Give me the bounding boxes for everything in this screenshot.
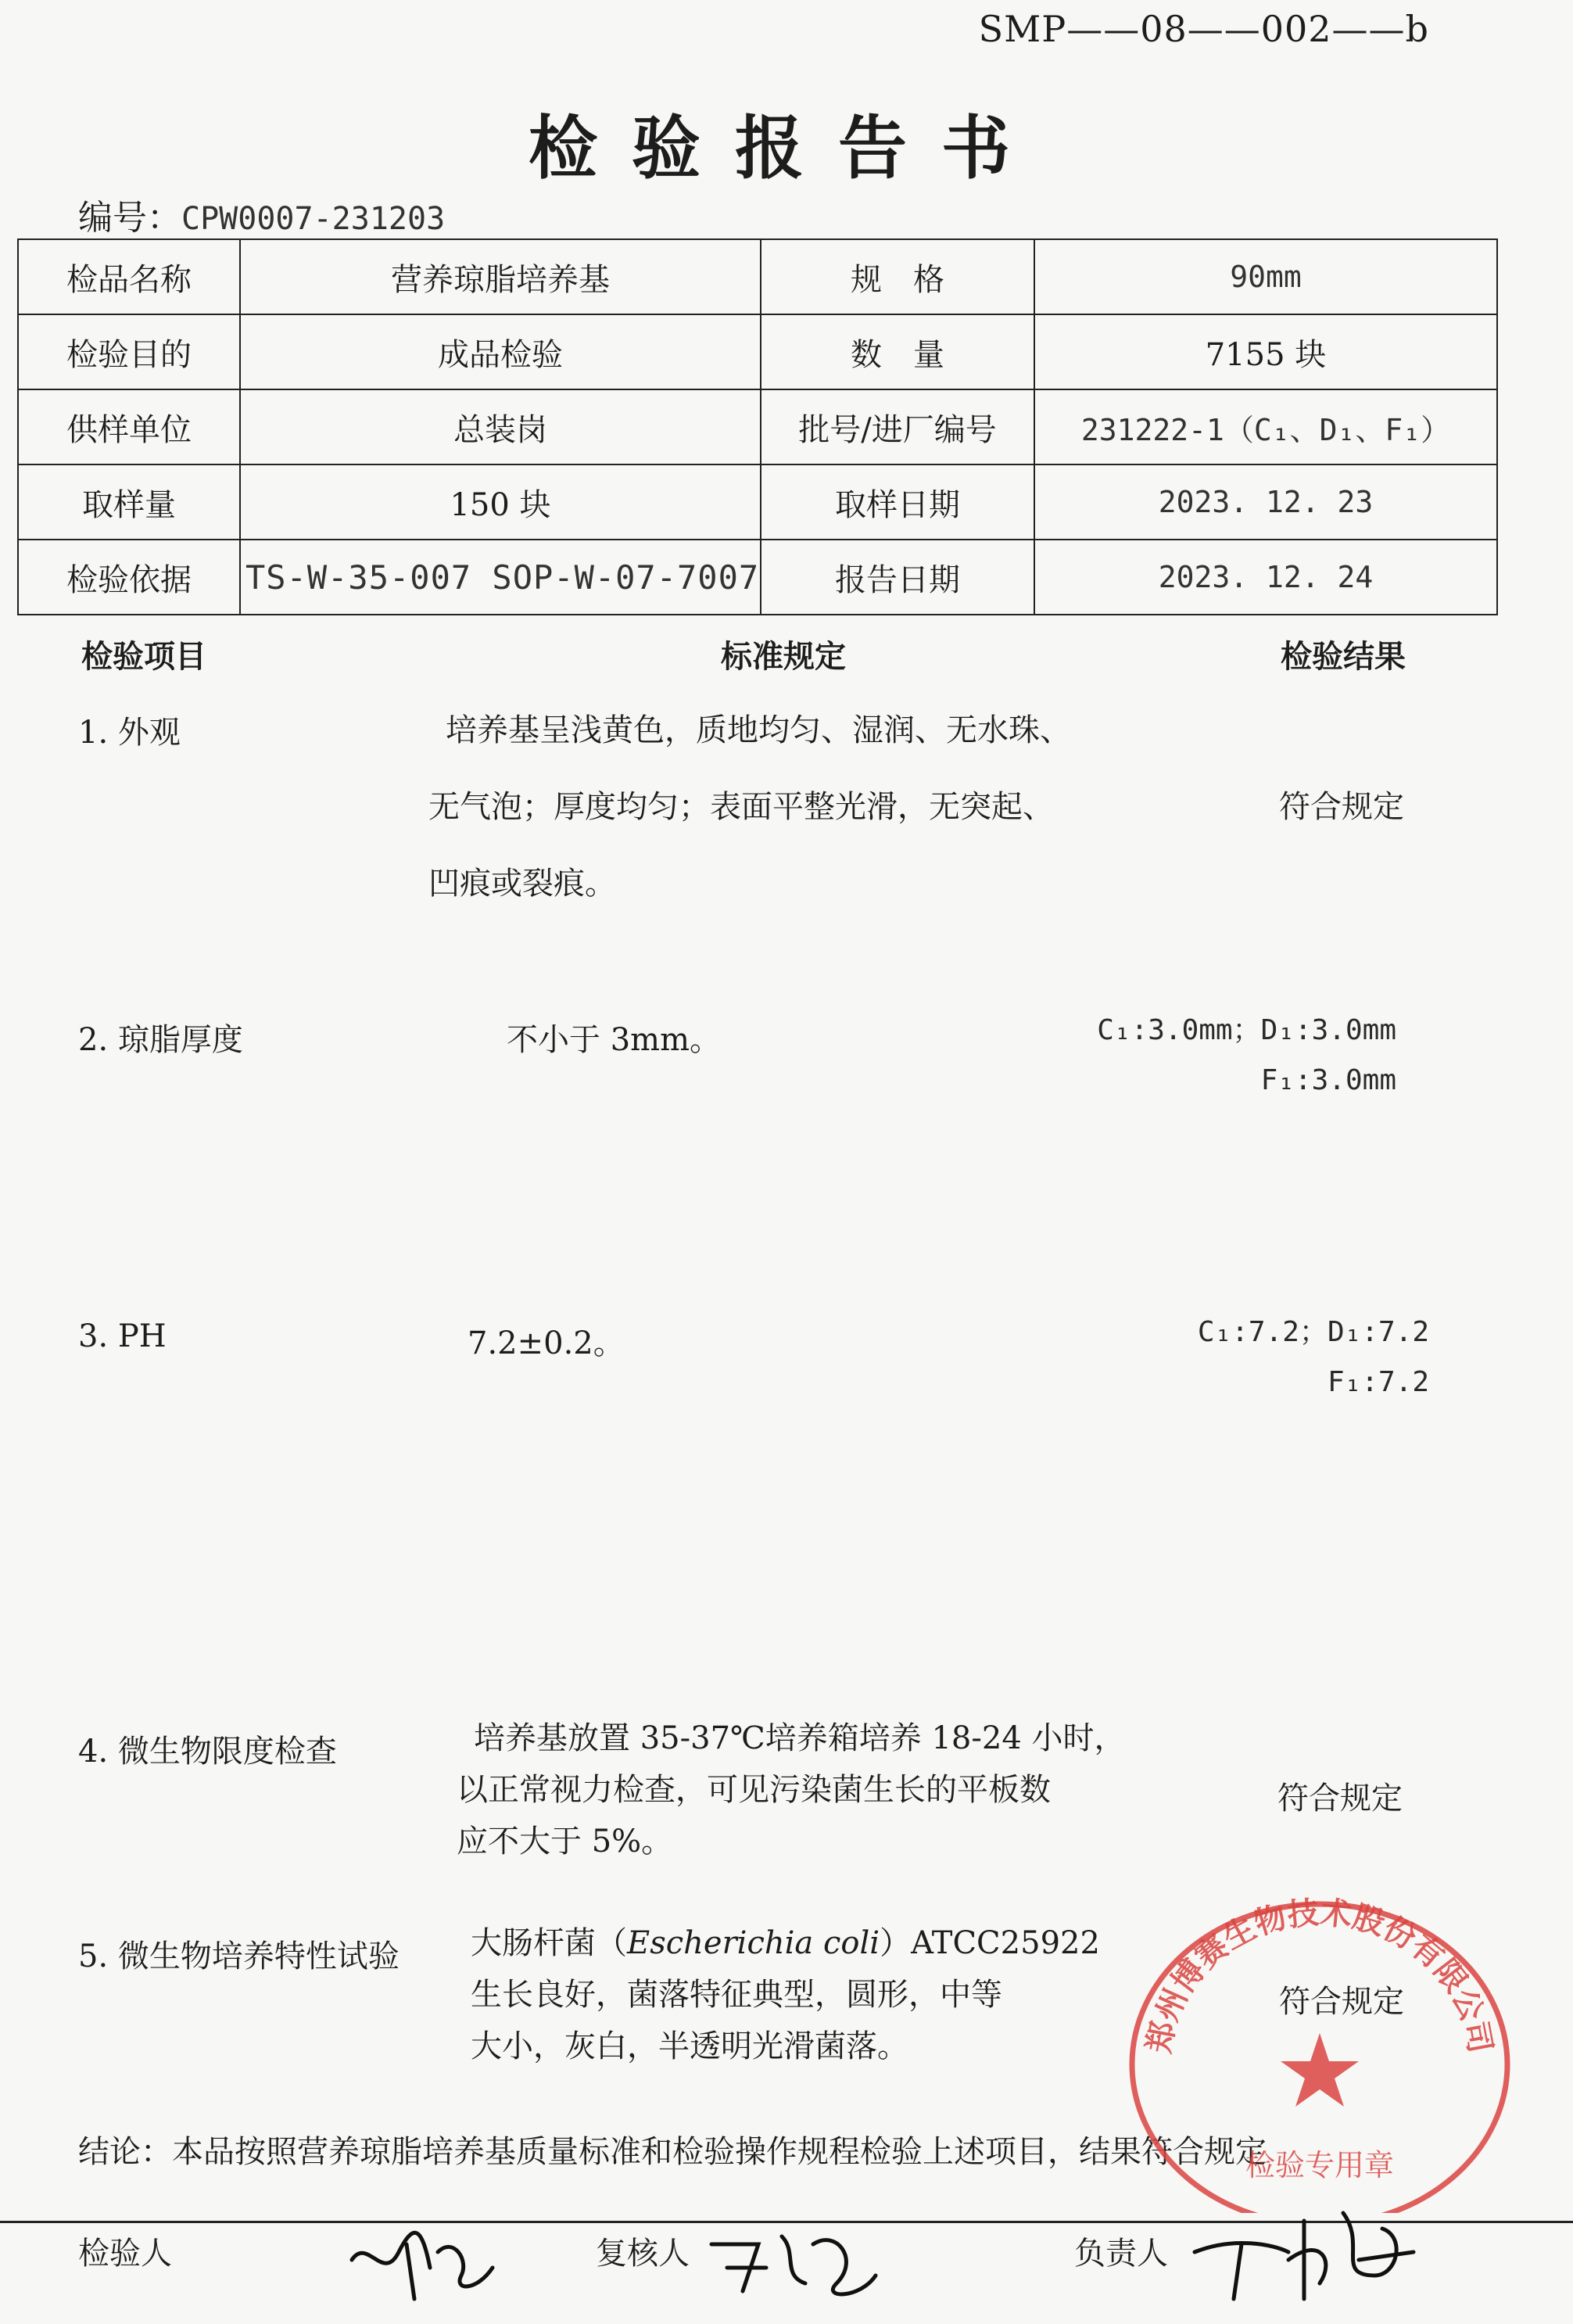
item-5-standard-line: 生长良好，菌落特征典型，圆形，中等 [471,1977,1002,2013]
sample-qty-value: 150 块 [240,464,761,540]
report-number-value: CPW0007-231203 [181,201,446,237]
item-5-standard-post: ）ATCC25922 [880,1925,1100,1961]
item-2-result [1097,1006,1396,1106]
item-5-standard-line [471,1917,1100,1969]
conclusion: 结论：本品按照营养琼脂培养基质量标准和检验操作规程检验上述项目，结果符合规定 [78,2134,1267,2170]
sample-date-value: 2023. 12. 23 [1034,464,1497,540]
item-3-result-line: F₁:7.2 [1327,1366,1429,1398]
item-2-result-line: C₁:3.0mm；D₁:3.0mm [1097,1014,1396,1046]
item-1-result: 符合规定 [1279,789,1404,825]
batch-value: 231222-1（C₁、D₁、F₁） [1034,389,1497,464]
quantity-label: 数 量 [761,314,1034,389]
item-4-name: 4. 微生物限度检查 [78,1734,337,1770]
item-3-result-line: C₁:7.2；D₁:7.2 [1197,1316,1429,1348]
table-row [18,540,1497,615]
item-1-standard-line: 培养基呈浅黄色，质地均匀、湿润、无水珠、 [446,712,1071,748]
inspector-signature [344,2213,500,2315]
report-number [78,189,445,239]
table-row [18,464,1497,540]
item-3-result [1198,1307,1429,1408]
table-row [18,239,1497,314]
info-table [17,238,1498,615]
header-item: 检验项目 [81,638,206,675]
item-3-standard: 7.2±0.2。 [468,1325,625,1361]
report-date-value: 2023. 12. 24 [1034,540,1497,615]
item-4-standard-line: 培养基放置 35-37℃培养箱培养 18-24 小时， [474,1720,1126,1756]
responsible-signature [1187,2190,1421,2315]
item-5-species: Escherichia coli [627,1925,880,1961]
seal-purpose-text: 检验专用章 [1245,2148,1395,2182]
purpose-value: 成品检验 [240,314,761,389]
item-5-standard [471,1917,1100,2072]
item-5-standard-pre: 大肠杆菌（ [471,1925,627,1961]
supplier-label: 供样单位 [18,389,240,464]
product-name-label: 检品名称 [18,239,240,314]
report-date-label: 报告日期 [761,540,1034,615]
seal-star-icon [1281,2033,1359,2107]
report-number-label: 编号： [78,198,181,238]
batch-label: 批号/进厂编号 [761,389,1034,464]
official-seal [1101,1885,1539,2213]
item-1-standard-line: 凹痕或裂痕。 [428,866,616,902]
item-5-standard-line: 大小，灰白，半透明光滑菌落。 [471,2028,908,2064]
purpose-label: 检验目的 [18,314,240,389]
seal-company-text: 郑州博赛生物技术股份有限公司 [1140,1894,1500,2057]
item-1-standard-line: 无气泡；厚度均匀；表面平整光滑，无突起、 [428,789,1054,825]
basis-label: 检验依据 [18,540,240,615]
item-1-name: 1. 外观 [78,715,181,751]
supplier-value: 总装岗 [240,389,761,464]
item-3-name: 3. PH [78,1318,167,1354]
table-row [18,314,1497,389]
responsible-label: 负责人 [1074,2236,1168,2272]
item-5-result: 符合规定 [1279,1984,1404,2020]
inspector-label: 检验人 [78,2236,172,2272]
item-2-standard: 不小于 3mm。 [507,1022,722,1058]
document-code: SMP——08——002——b [978,8,1429,50]
spec-value: 90mm [1034,239,1497,314]
header-standard: 标准规定 [721,638,846,675]
sample-date-label: 取样日期 [761,464,1034,540]
reviewer-signature [704,2213,883,2315]
basis-value: TS-W-35-007 SOP-W-07-7007 [240,540,761,615]
item-4-standard [457,1713,1126,1867]
item-1-standard [428,692,1071,922]
reviewer-label: 复核人 [596,2236,690,2272]
quantity-value: 7155 块 [1034,314,1497,389]
item-4-standard-line: 以正常视力检查，可见污染菌生长的平板数 [457,1772,1051,1808]
item-2-result-line: F₁:3.0mm [1260,1064,1396,1096]
header-result: 检验结果 [1281,638,1406,675]
spec-label: 规 格 [761,239,1034,314]
item-2-name: 2. 琼脂厚度 [78,1022,243,1058]
page-title: 检验报告书 [528,107,1044,188]
item-4-standard-line: 应不大于 5%。 [457,1824,673,1860]
item-5-name: 5. 微生物培养特性试验 [78,1938,400,1974]
table-row [18,389,1497,464]
product-name-value: 营养琼脂培养基 [240,239,761,314]
item-4-result: 符合规定 [1277,1781,1403,1817]
sample-qty-label: 取样量 [18,464,240,540]
